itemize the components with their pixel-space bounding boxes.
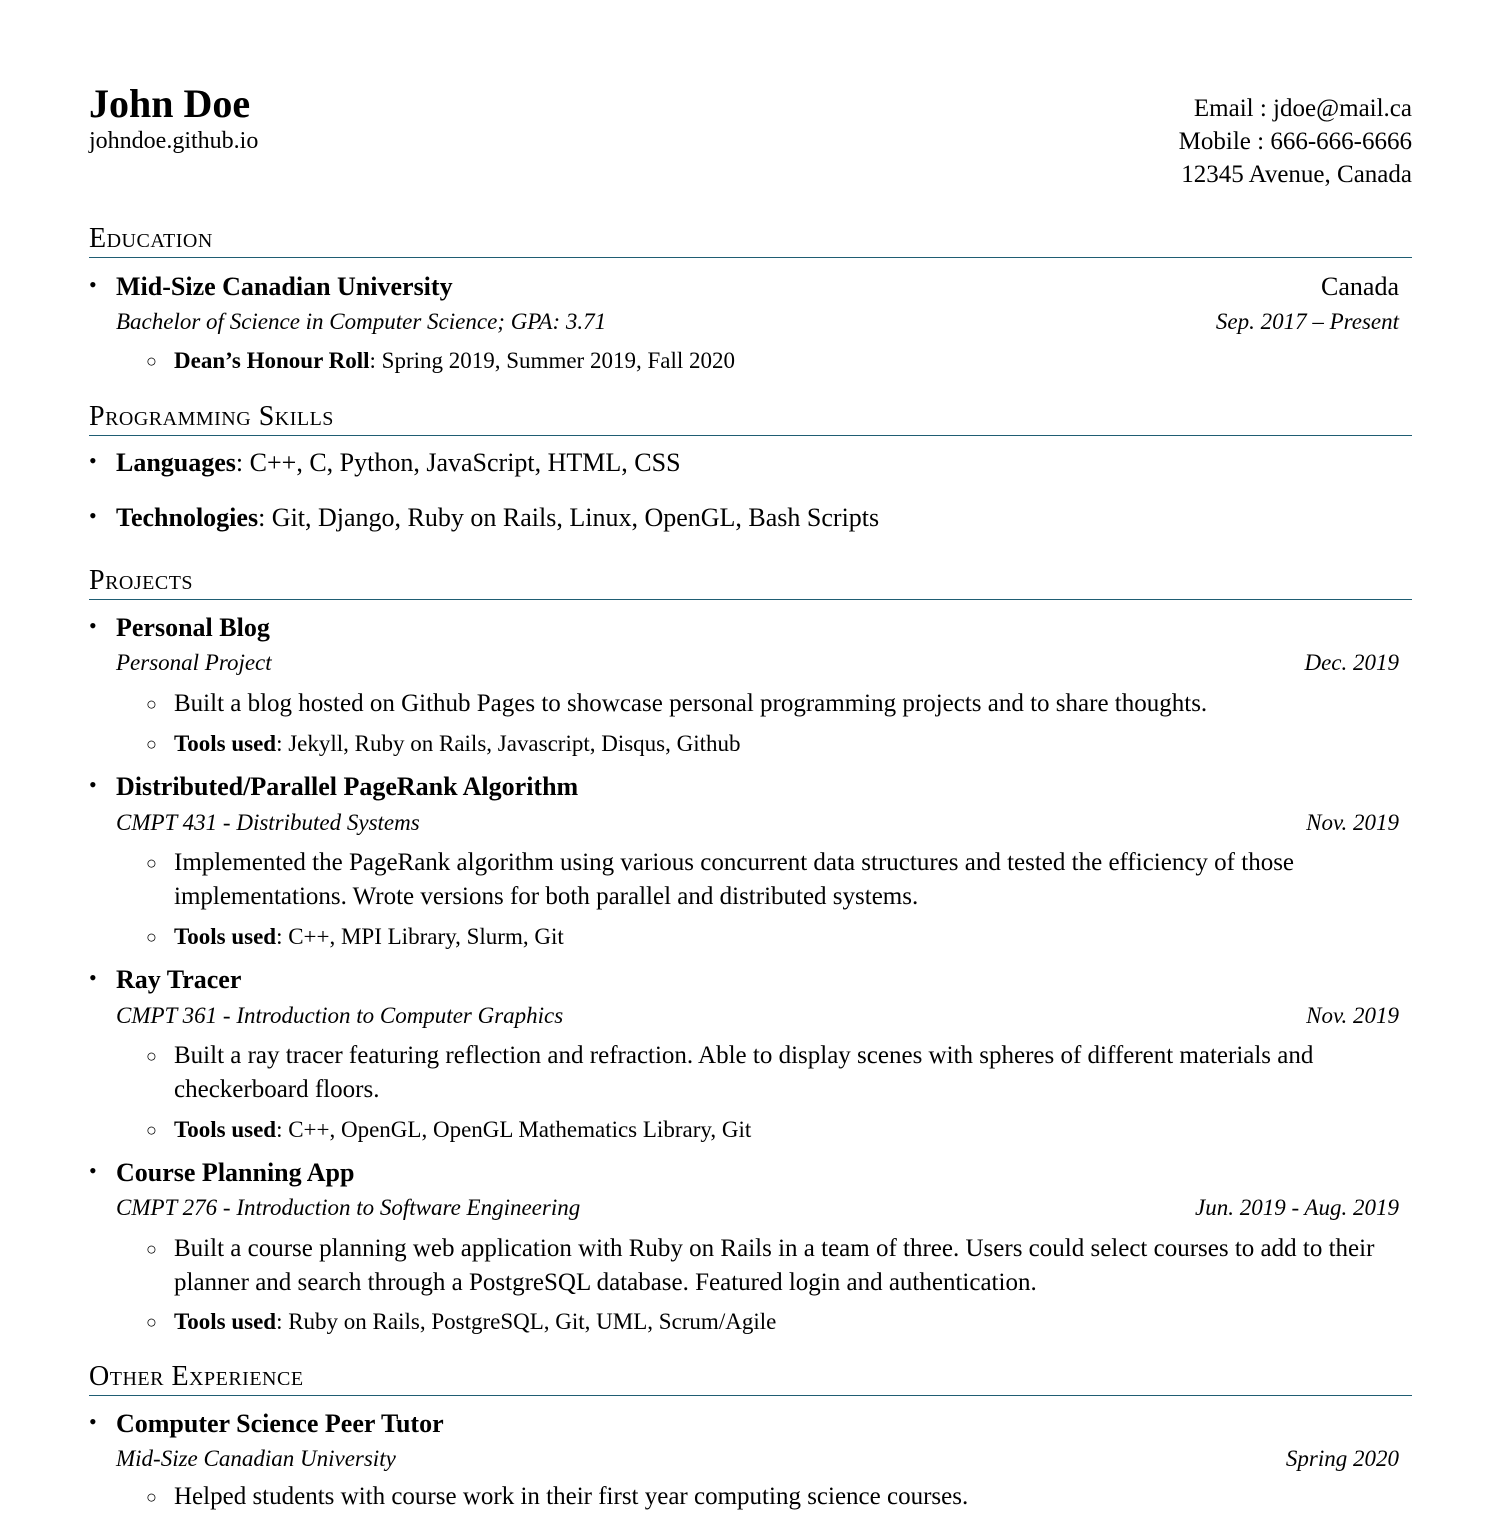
honour-value: : Spring 2019, Summer 2019, Fall 2020 [369,348,735,373]
resume-page [89,0,1412,1510]
school-name: Mid-Size Canadian University [116,272,453,301]
website-link[interactable]: johndoe.github.io [89,128,259,154]
circle-bullet-icon: ○ [146,927,157,947]
bullet-icon: • [89,772,97,797]
project-tools [146,1113,1416,1147]
bullet-icon: • [89,613,97,638]
experience-org: Mid-Size Canadian University [116,1446,396,1471]
contact-block [1179,92,1412,191]
project-name: Course Planning App [116,1158,355,1187]
project-tools [146,727,1416,761]
project-name: Ray Tracer [116,965,242,994]
project-desc-text: Implemented the PageRank algorithm using various concurrent data structures and tested the efficiency of those implementations. Wrote versions for both parallel and distributed systems. [174,849,1295,910]
tools-label: Tools used [174,1117,277,1142]
project-description [146,687,1416,721]
mobile-line: Mobile : 666-666-6666 [1178,128,1412,155]
tools-label: Tools used [174,1309,277,1334]
project-tools [146,920,1416,954]
honour-roll-item [146,344,1416,378]
degree: Bachelor of Science in Computer Science; GPA: 3.71 [116,309,607,334]
circle-bullet-icon: ○ [146,694,157,714]
project-desc-text: Built a course planning web application with Ruby on Rails in a team of three. Users could select courses to add to their planner and search through a PostgreSQL database. Featured login and authentication. [174,1235,1375,1296]
experience-desc-text: Helped students with course work in their first year computing science courses. [174,1483,969,1510]
project-context: CMPT 431 - Distributed Systems [116,810,420,835]
experience-role: Computer Science Peer Tutor [116,1409,444,1438]
tools-value: : C++, OpenGL, OpenGL Mathematics Library, Git [276,1117,752,1142]
school-location: Canada [1321,272,1399,301]
bullet-icon: • [89,448,97,473]
project-description [146,846,1416,914]
section-projects-heading: Projects [89,565,1412,600]
bullet-icon: • [89,503,97,528]
skill-languages [89,448,681,478]
bullet-icon: • [89,272,97,297]
circle-bullet-icon: ○ [146,351,157,371]
circle-bullet-icon: ○ [146,1312,157,1332]
education-dates: Sep. 2017 – Present [1215,309,1399,334]
section-experience-heading: Other Experience [89,1361,1412,1396]
circle-bullet-icon: ○ [146,1239,157,1259]
circle-bullet-icon: ○ [146,1487,157,1507]
email-line[interactable]: Email : jdoe@mail.ca [1193,95,1412,122]
experience-date: Spring 2020 [1285,1446,1399,1471]
project-context: Personal Project [116,650,272,675]
project-name: Personal Blog [116,613,270,642]
tools-value: : Jekyll, Ruby on Rails, Javascript, Disqus, Github [276,731,741,756]
project-name: Distributed/Parallel PageRank Algorithm [116,772,579,801]
experience-description [146,1480,1416,1514]
bullet-icon: • [89,1158,97,1183]
project-date: Jun. 2019 - Aug. 2019 [1194,1195,1399,1220]
circle-bullet-icon: ○ [146,853,157,873]
circle-bullet-icon: ○ [146,1046,157,1066]
section-education-heading: Education [89,223,1412,258]
tools-label: Tools used [174,731,277,756]
project-date: Nov. 2019 [1306,1003,1399,1028]
project-description [146,1039,1416,1107]
bullet-icon: • [89,965,97,990]
section-skills-heading: Programming Skills [89,401,1412,436]
honour-label: Dean’s Honour Roll [174,348,370,373]
applicant-name: John Doe [89,81,251,126]
skill-technologies [89,503,879,533]
technologies-value: : Git, Django, Ruby on Rails, Linux, OpenGL, Bash Scripts [258,503,880,532]
project-desc-text: Built a blog hosted on Github Pages to showcase personal programming projects and to share thoughts. [174,690,1208,717]
bullet-icon: • [89,1409,97,1434]
project-context: CMPT 276 - Introduction to Software Engineering [116,1195,581,1220]
project-description [146,1232,1416,1300]
circle-bullet-icon: ○ [146,734,157,754]
languages-label: Languages [116,448,236,477]
tools-value: : Ruby on Rails, PostgreSQL, Git, UML, Scrum/Agile [276,1309,777,1334]
tools-value: : C++, MPI Library, Slurm, Git [276,924,564,949]
tools-label: Tools used [174,924,277,949]
project-context: CMPT 361 - Introduction to Computer Graphics [116,1003,564,1028]
project-desc-text: Built a ray tracer featuring reflection and refraction. Able to display scenes with spheres of different materials and checkerboard floors. [174,1042,1314,1103]
technologies-label: Technologies [116,503,259,532]
languages-value: : C++, C, Python, JavaScript, HTML, CSS [235,448,681,477]
circle-bullet-icon: ○ [146,1120,157,1140]
project-tools [146,1305,1416,1339]
project-date: Nov. 2019 [1306,810,1399,835]
address-line: 12345 Avenue, Canada [1181,161,1412,188]
project-date: Dec. 2019 [1304,650,1399,675]
